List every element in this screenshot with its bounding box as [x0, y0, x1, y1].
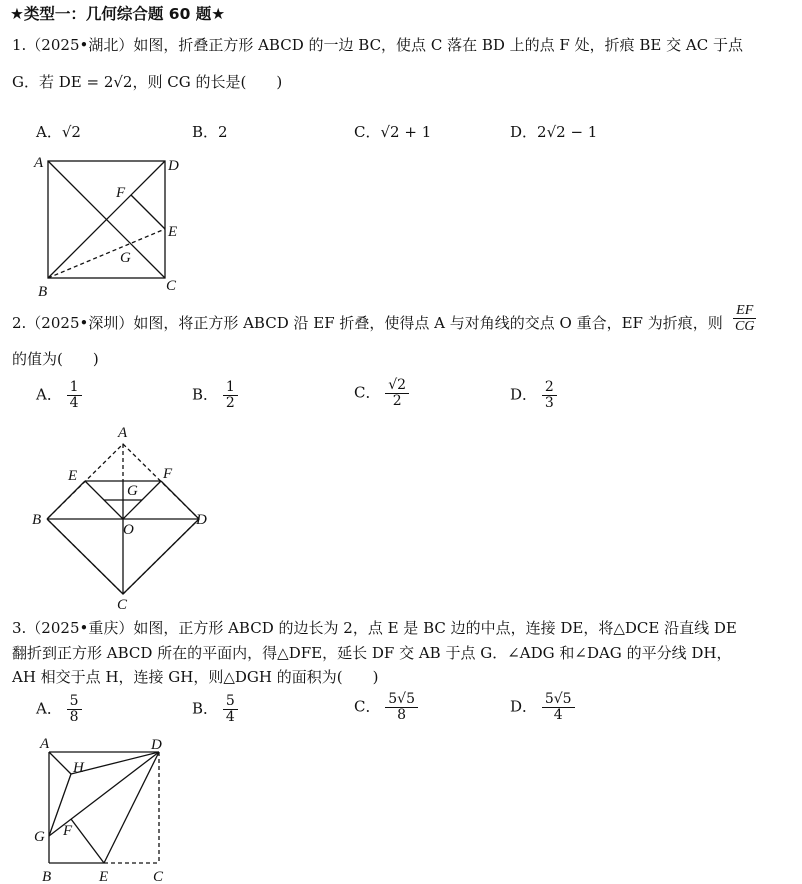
label-c: C [117, 597, 128, 613]
fraction-denominator: 4 [69, 395, 79, 411]
fraction-denominator: 3 [544, 395, 554, 411]
label-g: G [127, 483, 138, 499]
label-a: A [118, 425, 128, 441]
fraction-numerator: 5 [223, 694, 238, 710]
edge-dc [123, 519, 199, 594]
q2-figure [0, 420, 230, 615]
option-label: D． [510, 385, 538, 404]
fraction-denominator: 8 [69, 709, 79, 725]
q1-option-c[interactable] [354, 121, 431, 142]
segment-de [104, 752, 159, 863]
fraction-denominator: 2 [225, 395, 235, 411]
option-label: D． [510, 123, 538, 141]
label-b: B [42, 869, 52, 884]
q3-figure [0, 732, 200, 884]
label-c: C [153, 869, 164, 884]
fraction-numerator: 5 [67, 694, 82, 710]
edge-bc [47, 519, 123, 594]
option-label: A． [36, 123, 62, 141]
label-d: D [168, 158, 179, 174]
option-label: A． [36, 385, 62, 404]
segment-dh [71, 752, 159, 774]
q2-option-c[interactable] [354, 378, 409, 409]
fraction-denominator: 4 [225, 709, 235, 725]
q1-option-d[interactable] [510, 121, 597, 142]
option-label: B． [192, 123, 219, 141]
q1-figure [0, 150, 200, 300]
option-label: B． [192, 385, 219, 404]
edge-eb [47, 481, 85, 519]
segment-ah [49, 752, 71, 774]
label-g: G [34, 829, 45, 845]
label-e: E [168, 224, 178, 240]
label-c: C [166, 278, 177, 294]
label-f: F [116, 185, 126, 201]
label-e: E [99, 869, 109, 884]
q1-line2: G．若 DE = 2√2，则 CG 的长是( ) [12, 73, 283, 91]
q2-option-d[interactable] [510, 380, 557, 411]
fraction-denominator: CG [735, 319, 755, 334]
option-text: 2 [218, 123, 228, 141]
label-f: F [163, 466, 173, 482]
option-label: B． [192, 699, 219, 718]
label-d: D [151, 737, 162, 753]
q3-line2: 翻折到正方形 ABCD 所在的平面内，得△DFE，延长 DF 交 AB 于点 G．∠ADG 和∠DAG 的平分线 DH， [12, 644, 732, 662]
q2-fraction-ef-cg [732, 303, 757, 334]
label-a: A [34, 155, 44, 171]
fraction-numerator: 2 [542, 380, 557, 396]
q1-line1: 1.（2025•湖北）如图，折叠正方形 ABCD 的一边 BC，使点 C 落在 BD 上的点 F 处，折痕 BE 交 AC 于点 [12, 36, 743, 54]
fraction-numerator: 5√5 [385, 692, 418, 708]
segment-fe [71, 819, 104, 863]
fraction-numerator: 1 [67, 380, 82, 396]
q2-option-a[interactable] [36, 380, 82, 411]
label-b: B [32, 512, 42, 528]
option-label: C． [354, 383, 381, 402]
fold-line-be [48, 229, 165, 278]
option-label: C． [354, 697, 381, 716]
label-a: A [40, 736, 50, 752]
q2-line2: 的值为( ) [12, 350, 99, 368]
option-label: D． [510, 697, 538, 716]
label-d: D [196, 512, 207, 528]
section-title: ★类型一：几何综合题 60 题★ [10, 5, 226, 23]
label-h: H [73, 760, 84, 776]
q3-option-c[interactable] [354, 692, 418, 723]
fraction-denominator: 4 [553, 707, 563, 723]
q3-option-a[interactable] [36, 694, 82, 725]
label-b: B [38, 284, 48, 300]
segment-fe [131, 195, 165, 229]
option-text: 2√2 − 1 [537, 123, 598, 141]
fraction-numerator: 1 [223, 380, 238, 396]
label-e: E [68, 468, 78, 484]
fraction-denominator: 2 [392, 393, 402, 409]
q2-line1: 2.（2025•深圳）如图，将正方形 ABCD 沿 EF 折叠，使得点 A 与对角线的交点 O 重合，EF 为折痕，则 [12, 314, 723, 332]
fraction-numerator: √2 [385, 378, 409, 394]
q3-line3: AH 相交于点 H，连接 GH，则△DGH 的面积为( ) [12, 668, 379, 686]
label-o: O [123, 522, 134, 538]
label-f: F [63, 823, 73, 839]
q3-option-d[interactable] [510, 692, 575, 723]
q1-option-a[interactable] [36, 121, 81, 142]
option-text: √2 + 1 [380, 123, 432, 141]
fraction-denominator: 8 [397, 707, 407, 723]
q2-option-b[interactable] [192, 380, 238, 411]
fraction-numerator: 5√5 [542, 692, 575, 708]
fraction-numerator: EF [733, 303, 756, 319]
q3-option-b[interactable] [192, 694, 238, 725]
option-label: A． [36, 699, 62, 718]
q1-option-b[interactable] [192, 121, 228, 142]
option-text: √2 [61, 123, 81, 141]
option-label: C． [354, 123, 381, 141]
edge-fd [161, 481, 199, 519]
q3-line1: 3.（2025•重庆）如图，正方形 ABCD 的边长为 2，点 E 是 BC 边的中点，连接 DE，将△DCE 沿直线 DE [12, 619, 737, 637]
label-g: G [120, 250, 131, 266]
